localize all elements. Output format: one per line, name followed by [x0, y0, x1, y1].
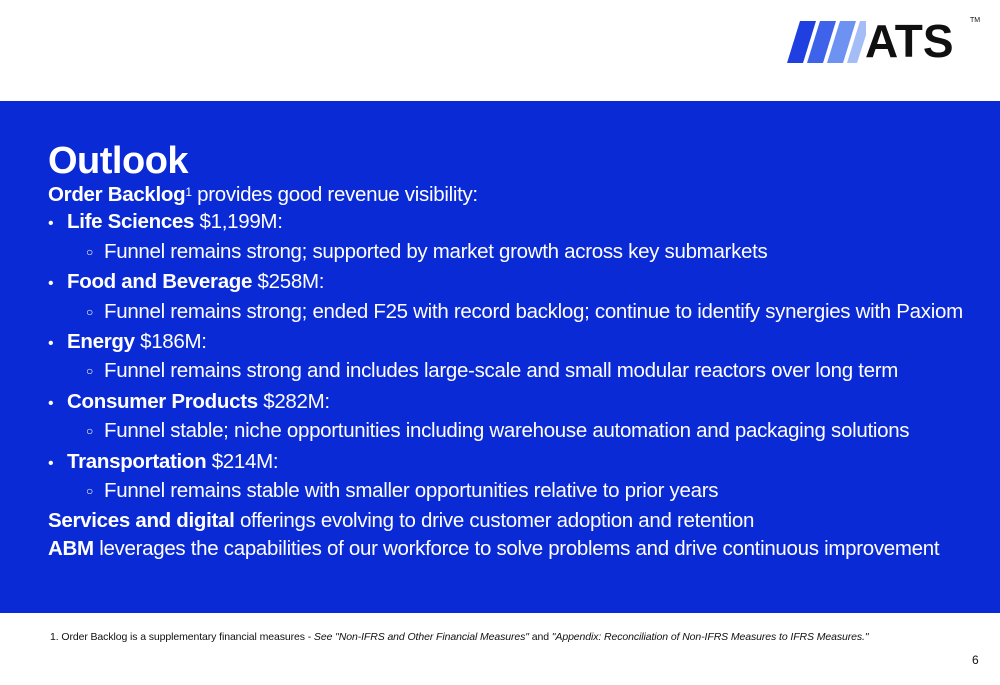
segment-note: [48, 357, 978, 387]
segment-name: Life Sciences: [67, 210, 195, 234]
bullet-icon: •: [48, 394, 54, 412]
segment-note-text: Funnel stable; niche opportunities including warehouse automation and packaging solutions: [104, 419, 910, 443]
circle-bullet-icon: ○: [86, 304, 93, 319]
bullet-icon: •: [48, 275, 54, 293]
footnote-and: and: [528, 631, 552, 643]
intro-text: provides good revenue visibility:: [191, 183, 478, 206]
circle-bullet-icon: ○: [86, 424, 93, 439]
segment-value: $214M:: [206, 449, 279, 473]
intro-bold: Order Backlog: [48, 183, 186, 206]
logo-text: ATS: [865, 15, 954, 67]
content-band: [0, 101, 1000, 613]
circle-bullet-icon: ○: [86, 484, 93, 499]
closing-line: [48, 535, 978, 562]
footnote-italic-2: "Appendix: Reconciliation of Non-IFRS Measures to IFRS Measures.": [551, 631, 869, 643]
intro-line: [48, 181, 978, 208]
footnote-text: 1. Order Backlog is a supplementary financial measures -: [50, 631, 314, 643]
segment-note: [48, 477, 978, 507]
segment-name: Transportation: [67, 449, 207, 473]
segment-note: [48, 417, 978, 447]
segment-note-text: Funnel remains strong and includes large-scale and small modular reactors over long term: [104, 359, 898, 383]
closing-line: [48, 507, 978, 534]
segment-name: Energy: [67, 330, 135, 354]
logo-trademark: TM: [970, 17, 981, 24]
segment-line: [48, 208, 978, 237]
closing-bold: Services and digital: [48, 509, 235, 533]
segment-name: Food and Beverage: [67, 270, 253, 294]
circle-bullet-icon: ○: [86, 244, 93, 259]
segment-value: $258M:: [252, 270, 325, 294]
segment-note: [48, 238, 978, 268]
segment-value: $1,199M:: [194, 210, 283, 234]
segment-note-text: Funnel remains strong; supported by market growth across key submarkets: [104, 239, 768, 263]
closing-text: offerings evolving to drive customer adoption and retention: [234, 509, 755, 533]
segment-note-text: Funnel remains stable with smaller opportunities relative to prior years: [104, 479, 719, 503]
footnote-italic-1: See "Non-IFRS and Other Financial Measures": [313, 631, 529, 643]
ats-logo: [786, 15, 981, 67]
circle-bullet-icon: ○: [86, 364, 93, 379]
bullet-icon: •: [48, 215, 54, 233]
content-lines: [48, 181, 978, 562]
bullet-icon: •: [48, 335, 54, 353]
segment-line: [48, 448, 978, 477]
footnote: [50, 631, 868, 643]
page-number: 6: [972, 653, 979, 667]
closing-text: leverages the capabilities of our workforce to solve problems and drive continuous improvement: [93, 536, 940, 560]
footnote-ref: 1: [185, 185, 192, 199]
bullet-icon: •: [48, 454, 54, 472]
segment-note-text: Funnel remains strong; ended F25 with record backlog; continue to identify synergies with Paxiom: [104, 299, 963, 323]
segment-line: [48, 268, 978, 297]
segment-value: $186M:: [134, 330, 207, 354]
segment-name: Consumer Products: [67, 389, 258, 413]
logo-stripes: [786, 15, 866, 67]
segment-line: [48, 388, 978, 417]
segment-note: [48, 298, 978, 328]
segment-value: $282M:: [257, 389, 330, 413]
page-title: Outlook: [48, 140, 189, 182]
segment-line: [48, 328, 978, 357]
closing-bold: ABM: [48, 536, 94, 560]
